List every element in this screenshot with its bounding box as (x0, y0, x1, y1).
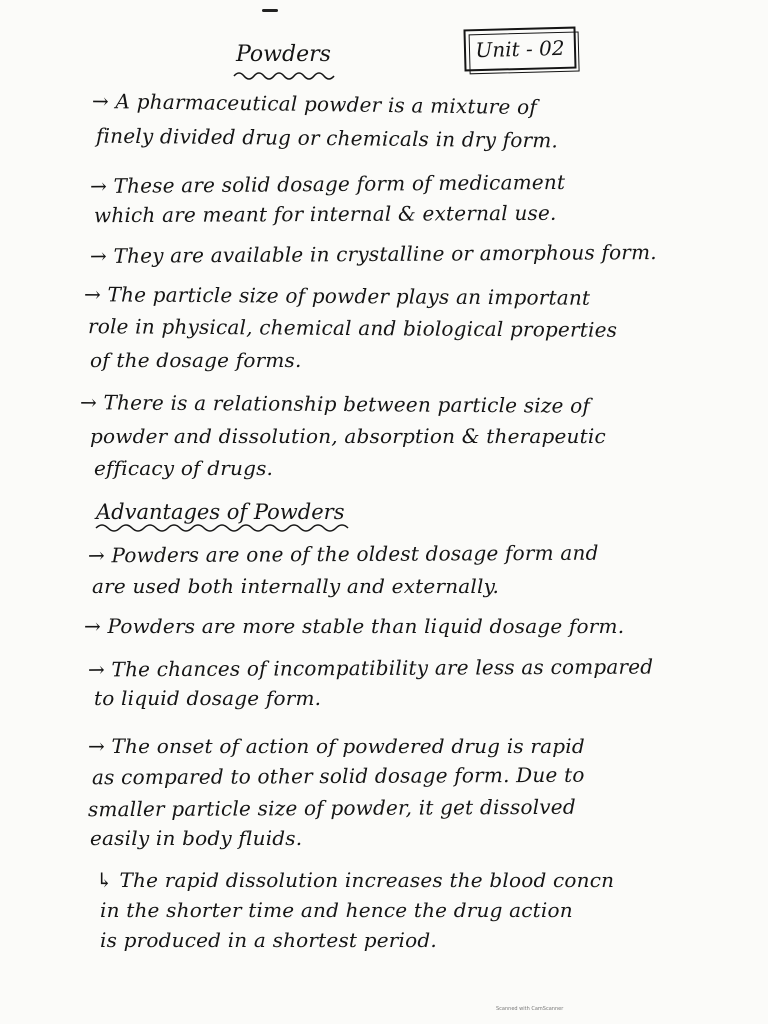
intro-line: → A pharmaceutical powder is a mixture of (91, 88, 538, 120)
unit-label-box (463, 27, 576, 72)
scanner-watermark: Scanned with CamScanner (496, 1006, 564, 1012)
advantage-line: as compared to other solid dosage form. Due to (91, 762, 585, 790)
intro-line: role in physical, chemical and biological properties (87, 314, 618, 342)
intro-line: of the dosage forms. (90, 348, 302, 372)
unit-label: Unit - 02 (475, 35, 565, 63)
advantage-line: smaller particle size of powder, it get dissolved (87, 794, 576, 822)
advantage-line: to liquid dosage form. (94, 686, 322, 710)
page-mark (262, 9, 278, 12)
advantage-line: → The onset of action of powdered drug is rapid (88, 734, 585, 758)
advantage-line: is produced in a shortest period. (100, 928, 437, 952)
advantage-line: ↳ The rapid dissolution increases the blood concn (96, 868, 615, 892)
advantage-line: → Powders are one of the oldest dosage form and (87, 540, 599, 568)
advantages-heading: Advantages of Powders (96, 500, 345, 524)
intro-line: efficacy of drugs. (94, 456, 274, 480)
intro-line: finely divided drug or chemicals in dry form. (95, 123, 559, 153)
title-underline (232, 68, 342, 82)
intro-line: → There is a relationship between particle size of (79, 390, 591, 418)
advantage-line: → The chances of incompatibility are less as compared (87, 654, 654, 682)
page-title: Powders (236, 42, 331, 67)
advantage-line: are used both internally and externally. (92, 574, 500, 598)
intro-line: → The particle size of powder plays an important (83, 282, 591, 310)
heading-underline (94, 520, 354, 534)
intro-line: → These are solid dosage form of medicament (89, 169, 566, 199)
advantage-line: in the shorter time and hence the drug action (100, 898, 573, 922)
intro-line: powder and dissolution, absorption & therapeutic (90, 424, 606, 448)
intro-line: which are meant for internal & external use. (93, 200, 557, 228)
advantage-line: easily in body fluids. (90, 826, 303, 850)
advantage-line: → Powders are more stable than liquid dosage form. (84, 614, 625, 638)
intro-line: → They are available in crystalline or amorphous form. (89, 240, 657, 268)
